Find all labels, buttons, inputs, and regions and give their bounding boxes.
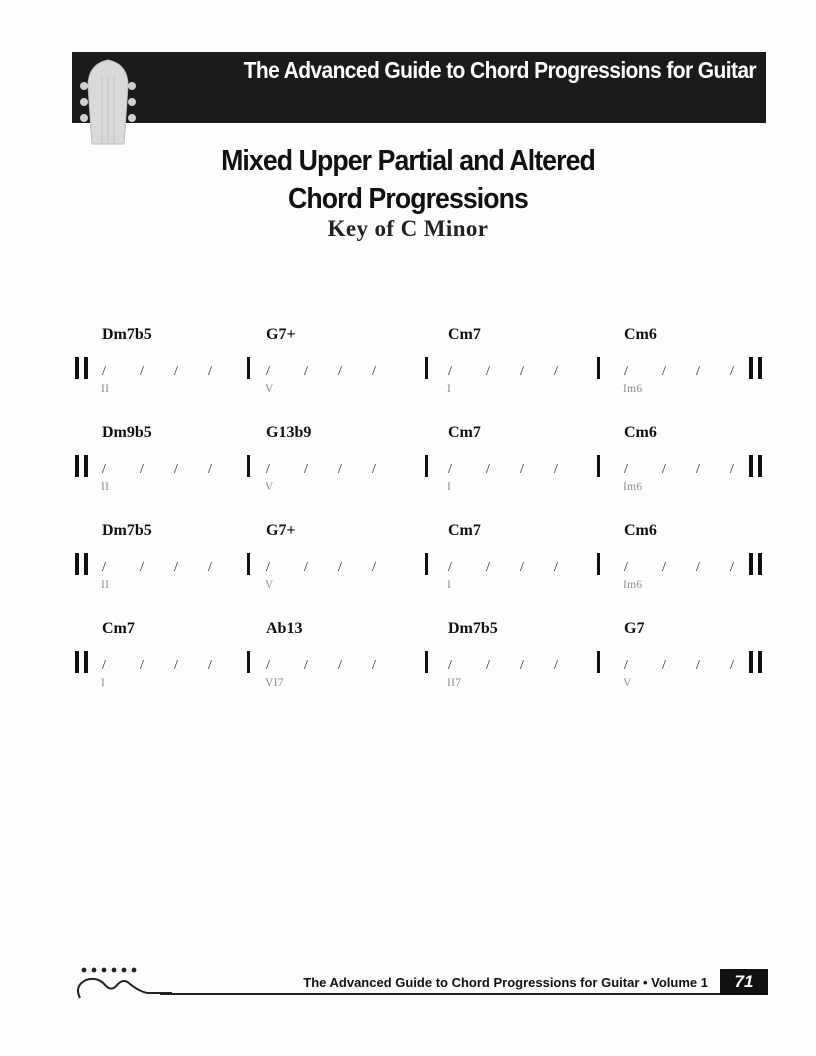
beat-slash: / (662, 658, 666, 673)
beat-slash: / (304, 364, 308, 379)
roman-numeral: V (265, 579, 274, 591)
roman-numeral: I (447, 579, 452, 591)
beat-slash: / (696, 364, 700, 379)
beat-slash: / (266, 560, 270, 575)
roman-numeral: II (101, 481, 110, 493)
barline (597, 651, 600, 673)
beat-slash: / (448, 658, 452, 673)
progression-row (72, 326, 772, 406)
roman-numeral: VI7 (265, 677, 284, 689)
chord-name: Cm7 (448, 522, 481, 539)
beat-slash: / (266, 462, 270, 477)
beat-slash: / (730, 462, 734, 477)
footer-rule (160, 993, 768, 995)
chord-name: G7+ (266, 522, 296, 539)
roman-numeral: V (265, 383, 274, 395)
barline (425, 553, 428, 575)
beat-slash: / (696, 462, 700, 477)
end-double-barline (749, 553, 753, 575)
chord-name: Cm6 (624, 424, 657, 441)
roman-numeral: V (623, 677, 632, 689)
end-double-barline (749, 651, 753, 673)
progression-row (72, 522, 772, 602)
footer-text: The Advanced Guide to Chord Progressions for Guitar • Volume 1 (303, 975, 708, 990)
chord-name: Cm7 (448, 424, 481, 441)
beat-slash: / (338, 364, 342, 379)
beat-slash: / (448, 364, 452, 379)
page-title-line1: Mixed Upper Partial and Altered (221, 145, 595, 177)
beat-slash: / (448, 560, 452, 575)
beat-slash: / (520, 462, 524, 477)
start-double-barline (84, 357, 88, 379)
beat-slash: / (338, 560, 342, 575)
page-title (0, 142, 816, 218)
beat-slash: / (208, 462, 212, 477)
beat-slash: / (662, 364, 666, 379)
chord-name: Cm6 (624, 326, 657, 343)
page-subtitle: Key of C Minor (327, 216, 489, 241)
beat-slash: / (338, 462, 342, 477)
beat-slash: / (266, 658, 270, 673)
beat-slash: / (304, 560, 308, 575)
beat-slash: / (662, 560, 666, 575)
header-band (72, 52, 766, 123)
end-double-barline (758, 455, 762, 477)
beat-slash: / (730, 560, 734, 575)
barline (597, 553, 600, 575)
start-double-barline (75, 553, 79, 575)
start-double-barline (75, 455, 79, 477)
roman-numeral: V (265, 481, 274, 493)
barline (247, 455, 250, 477)
start-double-barline (75, 357, 79, 379)
beat-slash: / (624, 658, 628, 673)
barline (425, 651, 428, 673)
beat-slash: / (208, 560, 212, 575)
beat-slash: / (174, 462, 178, 477)
start-double-barline (75, 651, 79, 673)
roman-numeral: II (101, 579, 110, 591)
beat-slash: / (520, 560, 524, 575)
beat-slash: / (338, 658, 342, 673)
end-double-barline (749, 455, 753, 477)
end-double-barline (758, 553, 762, 575)
beat-slash: / (486, 462, 490, 477)
beat-slash: / (208, 364, 212, 379)
page-number: 71 (720, 969, 768, 995)
footer-guitar-logo-icon (72, 962, 172, 1002)
beat-slash: / (554, 560, 558, 575)
roman-numeral: Im6 (623, 481, 643, 493)
chord-name: G13b9 (266, 424, 312, 441)
barline (247, 357, 250, 379)
barline (425, 357, 428, 379)
barline (597, 455, 600, 477)
beat-slash: / (554, 658, 558, 673)
beat-slash: / (448, 462, 452, 477)
beat-slash: / (696, 560, 700, 575)
beat-slash: / (140, 560, 144, 575)
beat-slash: / (662, 462, 666, 477)
chord-name: Ab13 (266, 620, 303, 637)
start-double-barline (84, 651, 88, 673)
beat-slash: / (554, 462, 558, 477)
barline (425, 455, 428, 477)
barline (597, 357, 600, 379)
beat-slash: / (372, 364, 376, 379)
start-double-barline (84, 553, 88, 575)
beat-slash: / (208, 658, 212, 673)
barline (247, 651, 250, 673)
chord-name: Dm9b5 (102, 424, 152, 441)
beat-slash: / (174, 364, 178, 379)
chord-name: Cm7 (448, 326, 481, 343)
chord-name: Cm6 (624, 522, 657, 539)
beat-slash: / (140, 462, 144, 477)
beat-slash: / (486, 560, 490, 575)
beat-slash: / (554, 364, 558, 379)
chord-name: G7+ (266, 326, 296, 343)
chord-name: Dm7b5 (448, 620, 498, 637)
beat-slash: / (486, 658, 490, 673)
beat-slash: / (372, 658, 376, 673)
beat-slash: / (520, 658, 524, 673)
roman-numeral: Im6 (623, 383, 643, 395)
progression-row (72, 424, 772, 504)
chord-name: G7 (624, 620, 645, 637)
beat-slash: / (174, 560, 178, 575)
page-title-line2: Chord Progressions (288, 183, 528, 215)
beat-slash: / (486, 364, 490, 379)
beat-slash: / (174, 658, 178, 673)
roman-numeral: I (101, 677, 106, 689)
roman-numeral: I (447, 481, 452, 493)
roman-numeral: Im6 (623, 579, 643, 591)
beat-slash: / (624, 462, 628, 477)
beat-slash: / (304, 658, 308, 673)
beat-slash: / (696, 658, 700, 673)
beat-slash: / (102, 658, 106, 673)
chord-name: Dm7b5 (102, 326, 152, 343)
start-double-barline (84, 455, 88, 477)
beat-slash: / (102, 364, 106, 379)
beat-slash: / (372, 560, 376, 575)
beat-slash: / (304, 462, 308, 477)
beat-slash: / (102, 462, 106, 477)
header-title: The Advanced Guide to Chord Progressions for Guitar (243, 58, 756, 84)
beat-slash: / (730, 364, 734, 379)
end-double-barline (749, 357, 753, 379)
progression-row (72, 620, 772, 700)
chord-name: Dm7b5 (102, 522, 152, 539)
beat-slash: / (140, 364, 144, 379)
roman-numeral: I (447, 383, 452, 395)
roman-numeral: II (101, 383, 110, 395)
beat-slash: / (520, 364, 524, 379)
barline (247, 553, 250, 575)
end-double-barline (758, 651, 762, 673)
beat-slash: / (624, 364, 628, 379)
beat-slash: / (102, 560, 106, 575)
beat-slash: / (624, 560, 628, 575)
beat-slash: / (372, 462, 376, 477)
beat-slash: / (266, 364, 270, 379)
beat-slash: / (730, 658, 734, 673)
end-double-barline (758, 357, 762, 379)
roman-numeral: II7 (447, 677, 462, 689)
beat-slash: / (140, 658, 144, 673)
guitar-headstock-icon (78, 56, 138, 146)
chord-name: Cm7 (102, 620, 135, 637)
